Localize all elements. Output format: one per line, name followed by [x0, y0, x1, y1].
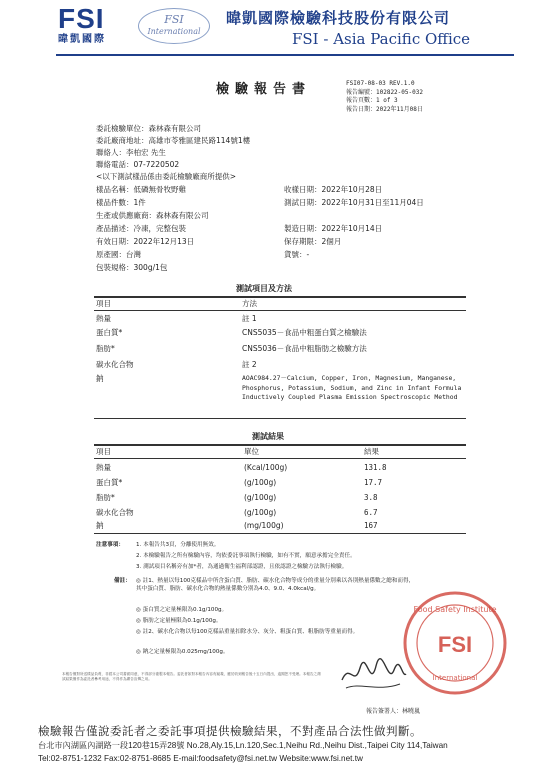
results-section-title: 測試結果: [252, 432, 284, 441]
methods-row-method: CNS5036－食品中粗脂肪之檢驗方法: [242, 344, 367, 353]
sample-name: 樣品名稱：低磷無骨牧野雞: [96, 185, 186, 194]
disclaimer: 檢驗報告僅說委託者之委託事項提供檢驗結果，不對產品合法性做判斷。: [38, 724, 422, 738]
notes-label: 注意事項：: [96, 542, 124, 548]
package-spec: 包裝規格：300g/1包: [96, 263, 168, 272]
producer: 生產或供應廠商：森林森有限公司: [96, 211, 209, 220]
results-row-item: 蛋白質*: [96, 478, 123, 487]
report-meta: [346, 80, 423, 114]
sample-provided-note: <以下測試樣品係由委託檢驗廠商所提供>: [96, 172, 237, 181]
fine-print: 本報告僅對所送樣品負責，非經本公司書面同意，不得部分複製本報告。委託者如對本報告內容有疑義，應於收到報告後十五日內提出，逾期恕不受理。本報告之測試結果僅作為委託者參考用途，不得作為廣告宣傳之用。: [62, 672, 321, 681]
methods-row-item: 碳水化合物: [96, 360, 134, 369]
results-row-value: 3.8: [364, 493, 378, 502]
methods-row-item: 鈉: [96, 374, 104, 383]
results-row-item: 脂肪*: [96, 493, 115, 502]
company-contacts: Tel:02-8751-1232 Fax:02-8751-8685 E-mail:foodsafety@fsi.net.tw Website:www.fsi.net.tw: [38, 754, 363, 763]
client-name: 委託檢驗單位：森林森有限公司: [96, 124, 201, 133]
svg-text:FSI: FSI: [437, 632, 473, 657]
signer-name: 報告簽署人：林曉嵐: [366, 708, 421, 715]
methods-row-method: AOAC984.27－Calcium, Copper, Iron, Magnesium, Manganese, Phosphorus, Potassium, Sodium, and Zinc in Infant Formula Inductively Coupled Plasma Emission Spectroscopic Method: [242, 374, 462, 401]
note-item: 2. 本檢驗報告之所有檢驗內容，均依委託事項執行檢驗，如有不實，願意承擔完全責任。: [136, 553, 356, 559]
methods-row-item: 蛋白質*: [96, 328, 123, 337]
methods-row-method: CNS5035－食品中粗蛋白質之檢驗法: [242, 328, 367, 337]
test-date: 測試日期：2022年10月31日至11月04日: [284, 198, 424, 207]
svg-text:International: International: [432, 674, 478, 682]
received-date: 收樣日期：2022年10月28日: [284, 185, 383, 194]
company-name-english: FSI - Asia Pacific Office: [292, 30, 471, 48]
remarks-label: 備註：: [114, 578, 131, 584]
fsi-international-logo: [138, 8, 210, 44]
results-row-unit: (mg/100g): [244, 521, 284, 530]
expiry-date: 有效日期：2022年12月13日: [96, 237, 195, 246]
results-top-rule: [94, 444, 466, 446]
methods-row-item: 脂肪*: [96, 344, 115, 353]
form-number: FSI07-08-03 REV.1.0: [346, 80, 415, 87]
sample-count: 樣品件數：1件: [96, 198, 146, 207]
results-row-value: 167: [364, 521, 378, 530]
results-row-unit: (g/100g): [244, 508, 277, 517]
results-row-value: 17.7: [364, 478, 383, 487]
results-row-unit: (Kcal/100g): [244, 463, 288, 472]
results-row-item: 鈉: [96, 521, 104, 530]
oval-logo-top: FSI: [164, 13, 184, 26]
header-divider: [56, 54, 514, 56]
methods-top-rule: [94, 296, 466, 298]
results-header-unit: 單位: [244, 447, 259, 456]
lot-number: 貨號：-: [284, 250, 310, 259]
product-state: 產品描述：冷凍，完整包裝: [96, 224, 186, 233]
results-row-value: 131.8: [364, 463, 387, 472]
company-seal: [400, 588, 510, 698]
report-title: 檢驗報告書: [216, 82, 312, 97]
remark-item: ◎ 脂肪之定量極限為0.1g/100g。: [136, 618, 222, 624]
origin-country: 原產國：台灣: [96, 250, 141, 259]
client-address: 委託廠商地址：高雄市苓雅區建民路114號1樓: [96, 136, 251, 145]
logo-chinese-text: 暐凱國際: [58, 34, 106, 45]
methods-header-item: 項目: [96, 299, 111, 308]
results-bottom-rule: [94, 533, 466, 534]
results-row-item: 碳水化合物: [96, 508, 134, 517]
methods-section-title: 測試項目及方法: [236, 284, 292, 293]
contact-person: 聯絡人：李柏宏 先生: [96, 148, 166, 157]
logo-fsi-text: FSI: [58, 3, 105, 34]
handwritten-signature: [336, 648, 408, 698]
results-header-value: 結果: [364, 447, 379, 456]
report-number: 報告編號：102822-05-032: [346, 88, 423, 96]
results-row-item: 熱量: [96, 463, 111, 472]
methods-row-method: 註 1: [242, 314, 257, 323]
results-row-unit: (g/100g): [244, 493, 277, 502]
methods-header-method: 方法: [242, 299, 257, 308]
remark-item: ◎ 註1、熱量以每100克樣品中所含蛋白質、脂肪、碳水化合物等成分的重量分別乘以各別熱量係數之總和而得，其中蛋白質、脂肪、碳水化合物的熱量係數分別為4.0、9.0、4.0kcal/g。: [136, 578, 415, 592]
note-item: 1. 本報告共3頁，分離使用無效。: [136, 542, 220, 548]
remark-item: ◎ 註2、碳水化合物以每100克樣品重量扣除水分、灰分、粗蛋白質、粗脂肪等重量而得。: [136, 629, 359, 635]
report-date: 報告日期：2022年11月08日: [346, 105, 423, 113]
remark-item: ◎ 蛋白質之定量極限為0.1g/100g。: [136, 607, 228, 613]
page-count: 報告頁數：1 of 3: [346, 97, 398, 105]
remark-item: ◎ 鈉之定量極限為0.025mg/100g。: [136, 649, 229, 655]
methods-bottom-rule: [94, 418, 466, 419]
fsi-logo: [58, 4, 124, 50]
methods-row-item: 熱量: [96, 314, 111, 323]
results-row-value: 6.7: [364, 508, 378, 517]
shelf-life: 保存期限：2個月: [284, 237, 342, 246]
svg-text:Food Safety Institute: Food Safety Institute: [413, 605, 497, 614]
contact-phone: 聯絡電話：07-7220502: [96, 160, 180, 169]
manufactured-date: 製造日期：2022年10月14日: [284, 224, 383, 233]
methods-header-rule: [94, 310, 466, 311]
results-header-rule: [94, 458, 466, 459]
results-row-unit: (g/100g): [244, 478, 277, 487]
methods-row-method: 註 2: [242, 360, 257, 369]
company-name-chinese: 暐凱國際檢驗科技股份有限公司: [226, 9, 451, 27]
company-address: 台北市內湖區內湖路一段120巷15弄28號 No.28,Aly.15,Ln.120,Sec.1,Neihu Rd.,Neihu Dist.,Taipei City 114,Taiwan: [38, 741, 448, 750]
note-item: 3. 測試項目名稱旁有加*者，為通過衛生福利部認證，且依認證之檢驗方法執行檢驗。: [136, 564, 348, 570]
oval-logo-bottom: International: [147, 27, 201, 36]
results-header-item: 項目: [96, 447, 111, 456]
